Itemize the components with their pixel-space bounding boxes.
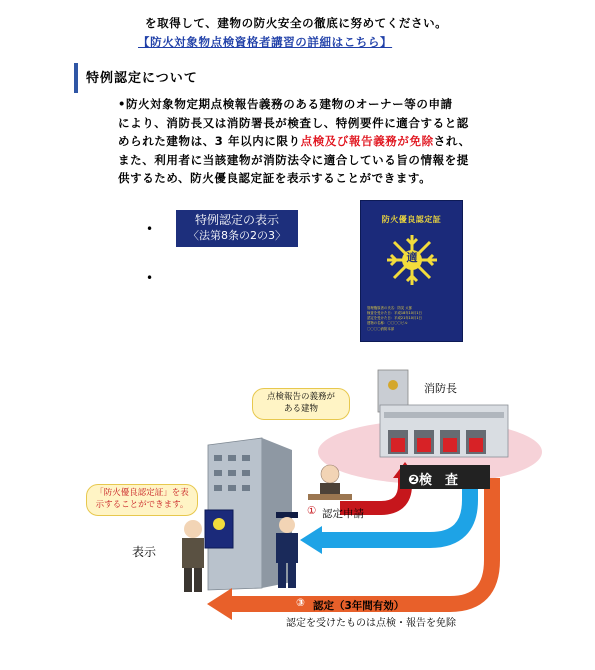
- paragraph-line-3a: められた建物は、3 年以内に限り: [118, 134, 301, 148]
- step1-number: ①: [307, 505, 317, 517]
- section-title: 特例認定について: [86, 71, 198, 86]
- blue-arrowhead: [300, 526, 322, 554]
- bubble1-line-2: ある建物: [283, 404, 318, 414]
- fire-chief-label: 消防長: [424, 382, 457, 395]
- exemption-note: 認定を受けたものは点検・報告を免除: [286, 618, 456, 629]
- display-label: 表示: [132, 545, 157, 559]
- intro-line: を取得して、建物の防火安全の徹底に努めてください。: [145, 16, 448, 30]
- paragraph-line-4: また、利用者に当該建物が消防法令に適合している旨の情報を提: [118, 152, 469, 167]
- inspection-label: ❷検 査: [408, 473, 459, 488]
- bubble1-line-1: 点検報告の義務が: [266, 392, 335, 402]
- application-arrow-red: [340, 478, 405, 508]
- bubble2-line-2: 示することができます。: [95, 500, 189, 510]
- paragraph-line-5: 供するため、防火優良認定証を表示することができます。: [118, 171, 432, 185]
- certificate-line: 管理権原者の氏名：防災 太郎: [367, 306, 413, 310]
- obligated-building-bubble: [252, 388, 350, 420]
- exemption-highlight: 点検及び報告義務が免除: [300, 134, 434, 148]
- application-label: 認定申請: [322, 508, 364, 520]
- certificate-line: 建物の名称：〇〇〇〇ビル: [367, 321, 408, 325]
- bullet-1: •: [146, 222, 154, 236]
- certificate-title: 防火優良認定証: [381, 215, 442, 224]
- display-allowed-bubble: [86, 484, 198, 516]
- bubble2-line-1: 「防火優良認定証」を表: [95, 488, 189, 498]
- paragraph-line-2: により、消防長又は消防署長が検査し、特例要件に適合すると認: [118, 115, 469, 130]
- certificate-line: 検査を受けた日：平成18年10月1日: [367, 311, 422, 315]
- step3-number: ③: [296, 597, 305, 609]
- paragraph-line-3b: され、: [433, 134, 471, 148]
- course-details-link[interactable]: 【防火対象物点検資格者講習の詳細はこちら】: [138, 35, 393, 49]
- certification-label: 認定（3年間有効）: [313, 600, 405, 612]
- certificate-emblem-char: 適: [406, 251, 418, 264]
- certificate-line: 〇〇〇〇消防本部: [367, 327, 395, 331]
- badge-line-1: 特例認定の表示: [194, 213, 279, 227]
- badge-line-2: 〈法第8条の2の3〉: [188, 229, 286, 242]
- paragraph-line-1: •防火対象物定期点検報告義務のある建物のオーナー等の申請: [118, 97, 453, 111]
- bullet-2: •: [146, 271, 154, 285]
- certificate-line: 認定を受けた日：平成21年10月1日: [367, 316, 422, 320]
- orange-arrowhead: [207, 588, 232, 620]
